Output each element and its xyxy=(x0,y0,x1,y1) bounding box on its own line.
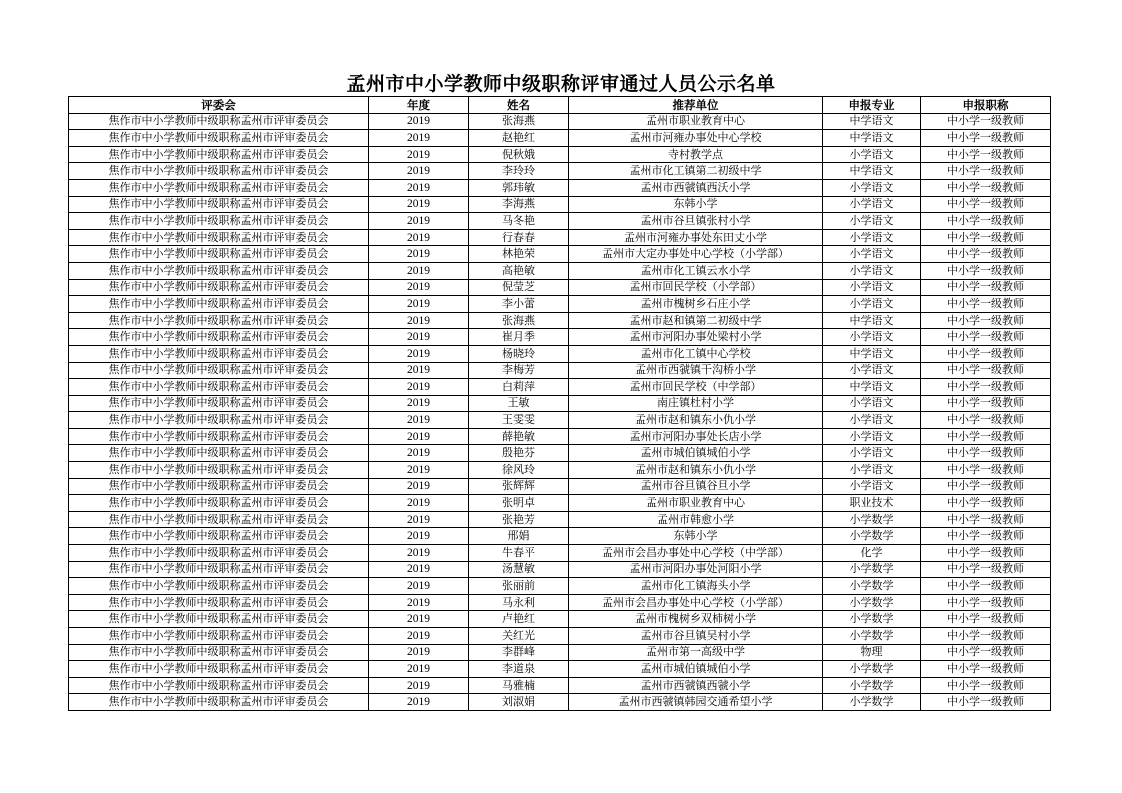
table-row xyxy=(69,661,1051,678)
cell-recommending-unit: 孟州市西虢镇干沟桥小学 xyxy=(569,362,823,379)
table-row xyxy=(69,262,1051,279)
cell-year: 2019 xyxy=(369,545,469,562)
cell-title-rank: 中小学一级教师 xyxy=(921,677,1051,694)
cell-committee: 焦作市中小学教师中级职称孟州市评审委员会 xyxy=(69,163,369,180)
cell-year: 2019 xyxy=(369,246,469,263)
table-row xyxy=(69,395,1051,412)
cell-name: 张海燕 xyxy=(469,113,569,130)
cell-title-rank: 中小学一级教师 xyxy=(921,611,1051,628)
cell-name: 邢娟 xyxy=(469,528,569,545)
table-header-row xyxy=(69,97,1051,114)
cell-year: 2019 xyxy=(369,594,469,611)
cell-name: 赵艳红 xyxy=(469,130,569,147)
cell-recommending-unit: 孟州市城伯镇城伯小学 xyxy=(569,661,823,678)
cell-committee: 焦作市中小学教师中级职称孟州市评审委员会 xyxy=(69,312,369,329)
table-row xyxy=(69,229,1051,246)
cell-recommending-unit: 南庄镇杜村小学 xyxy=(569,395,823,412)
cell-name: 张海燕 xyxy=(469,312,569,329)
cell-recommending-unit: 孟州市会昌办事处中心学校（中学部） xyxy=(569,545,823,562)
cell-recommending-unit: 孟州市化工镇云水小学 xyxy=(569,262,823,279)
table-row xyxy=(69,528,1051,545)
cell-name: 刘淑娟 xyxy=(469,694,569,711)
cell-name: 李梅芳 xyxy=(469,362,569,379)
cell-subject: 小学数学 xyxy=(823,677,921,694)
cell-title-rank: 中小学一级教师 xyxy=(921,312,1051,329)
cell-name: 王雯雯 xyxy=(469,412,569,429)
cell-title-rank: 中小学一级教师 xyxy=(921,462,1051,479)
cell-subject: 小学数学 xyxy=(823,661,921,678)
cell-title-rank: 中小学一级教师 xyxy=(921,412,1051,429)
table-row xyxy=(69,279,1051,296)
roster-table xyxy=(68,96,1051,711)
cell-committee: 焦作市中小学教师中级职称孟州市评审委员会 xyxy=(69,545,369,562)
cell-name: 倪莹芝 xyxy=(469,279,569,296)
cell-committee: 焦作市中小学教师中级职称孟州市评审委员会 xyxy=(69,329,369,346)
cell-subject: 小学语文 xyxy=(823,362,921,379)
cell-year: 2019 xyxy=(369,611,469,628)
cell-title-rank: 中小学一级教师 xyxy=(921,528,1051,545)
header-committee: 评委会 xyxy=(69,97,369,114)
cell-name: 郭玮敏 xyxy=(469,179,569,196)
cell-committee: 焦作市中小学教师中级职称孟州市评审委员会 xyxy=(69,611,369,628)
cell-recommending-unit: 孟州市化工镇第二初级中学 xyxy=(569,163,823,180)
cell-subject: 化学 xyxy=(823,545,921,562)
cell-recommending-unit: 孟州市槐树乡双柿树小学 xyxy=(569,611,823,628)
cell-year: 2019 xyxy=(369,561,469,578)
cell-committee: 焦作市中小学教师中级职称孟州市评审委员会 xyxy=(69,213,369,230)
cell-recommending-unit: 孟州市赵和镇东小仇小学 xyxy=(569,412,823,429)
cell-subject: 小学数学 xyxy=(823,511,921,528)
cell-recommending-unit: 东韩小学 xyxy=(569,528,823,545)
cell-name: 徐风玲 xyxy=(469,462,569,479)
header-subject: 申报专业 xyxy=(823,97,921,114)
cell-recommending-unit: 孟州市城伯镇城伯小学 xyxy=(569,445,823,462)
cell-committee: 焦作市中小学教师中级职称孟州市评审委员会 xyxy=(69,412,369,429)
cell-title-rank: 中小学一级教师 xyxy=(921,511,1051,528)
cell-name: 杨晓玲 xyxy=(469,345,569,362)
table-row xyxy=(69,694,1051,711)
cell-year: 2019 xyxy=(369,279,469,296)
cell-title-rank: 中小学一级教师 xyxy=(921,113,1051,130)
table-row xyxy=(69,113,1051,130)
cell-name: 张丽前 xyxy=(469,578,569,595)
cell-title-rank: 中小学一级教师 xyxy=(921,296,1051,313)
cell-subject: 小学语文 xyxy=(823,262,921,279)
cell-name: 王敏 xyxy=(469,395,569,412)
cell-title-rank: 中小学一级教师 xyxy=(921,345,1051,362)
cell-committee: 焦作市中小学教师中级职称孟州市评审委员会 xyxy=(69,478,369,495)
cell-year: 2019 xyxy=(369,495,469,512)
cell-committee: 焦作市中小学教师中级职称孟州市评审委员会 xyxy=(69,694,369,711)
cell-committee: 焦作市中小学教师中级职称孟州市评审委员会 xyxy=(69,262,369,279)
cell-name: 卢艳红 xyxy=(469,611,569,628)
table-row xyxy=(69,578,1051,595)
cell-name: 高艳敏 xyxy=(469,262,569,279)
table-row xyxy=(69,213,1051,230)
cell-title-rank: 中小学一级教师 xyxy=(921,478,1051,495)
cell-subject: 小学语文 xyxy=(823,196,921,213)
cell-subject: 中学语文 xyxy=(823,379,921,396)
cell-recommending-unit: 孟州市谷旦镇张村小学 xyxy=(569,213,823,230)
cell-recommending-unit: 孟州市谷旦镇谷旦小学 xyxy=(569,478,823,495)
cell-committee: 焦作市中小学教师中级职称孟州市评审委员会 xyxy=(69,395,369,412)
cell-year: 2019 xyxy=(369,379,469,396)
table-row xyxy=(69,329,1051,346)
cell-title-rank: 中小学一级教师 xyxy=(921,279,1051,296)
cell-year: 2019 xyxy=(369,196,469,213)
table-row xyxy=(69,545,1051,562)
cell-committee: 焦作市中小学教师中级职称孟州市评审委员会 xyxy=(69,561,369,578)
cell-committee: 焦作市中小学教师中级职称孟州市评审委员会 xyxy=(69,594,369,611)
table-row xyxy=(69,412,1051,429)
table-row xyxy=(69,179,1051,196)
cell-subject: 小学数学 xyxy=(823,611,921,628)
cell-name: 牛春平 xyxy=(469,545,569,562)
table-row xyxy=(69,379,1051,396)
cell-subject: 小学数学 xyxy=(823,578,921,595)
cell-committee: 焦作市中小学教师中级职称孟州市评审委员会 xyxy=(69,296,369,313)
table-row xyxy=(69,561,1051,578)
cell-recommending-unit: 孟州市回民学校（小学部） xyxy=(569,279,823,296)
cell-title-rank: 中小学一级教师 xyxy=(921,644,1051,661)
cell-title-rank: 中小学一级教师 xyxy=(921,395,1051,412)
cell-committee: 焦作市中小学教师中级职称孟州市评审委员会 xyxy=(69,130,369,147)
cell-year: 2019 xyxy=(369,163,469,180)
cell-title-rank: 中小学一级教师 xyxy=(921,495,1051,512)
table-row xyxy=(69,130,1051,147)
table-row xyxy=(69,246,1051,263)
cell-title-rank: 中小学一级教师 xyxy=(921,229,1051,246)
cell-committee: 焦作市中小学教师中级职称孟州市评审委员会 xyxy=(69,179,369,196)
table-row xyxy=(69,428,1051,445)
cell-recommending-unit: 孟州市大定办事处中心学校（小学部） xyxy=(569,246,823,263)
table-row xyxy=(69,628,1051,645)
cell-year: 2019 xyxy=(369,661,469,678)
cell-subject: 小学语文 xyxy=(823,229,921,246)
cell-subject: 小学数学 xyxy=(823,528,921,545)
cell-subject: 小学语文 xyxy=(823,279,921,296)
header-year: 年度 xyxy=(369,97,469,114)
cell-subject: 小学语文 xyxy=(823,445,921,462)
cell-subject: 中学语文 xyxy=(823,113,921,130)
cell-recommending-unit: 孟州市第一高级中学 xyxy=(569,644,823,661)
cell-name: 李群峰 xyxy=(469,644,569,661)
cell-recommending-unit: 孟州市化工镇海头小学 xyxy=(569,578,823,595)
cell-year: 2019 xyxy=(369,179,469,196)
table-row xyxy=(69,594,1051,611)
cell-year: 2019 xyxy=(369,478,469,495)
cell-recommending-unit: 孟州市职业教育中心 xyxy=(569,495,823,512)
cell-title-rank: 中小学一级教师 xyxy=(921,362,1051,379)
cell-name: 薛艳敏 xyxy=(469,428,569,445)
cell-recommending-unit: 孟州市槐树乡石庄小学 xyxy=(569,296,823,313)
cell-name: 倪秋娥 xyxy=(469,146,569,163)
document-title: 孟州市中小学教师中级职称评审通过人员公示名单 xyxy=(346,73,776,95)
cell-year: 2019 xyxy=(369,412,469,429)
cell-recommending-unit: 孟州市西虢镇韩园交通希望小学 xyxy=(569,694,823,711)
cell-year: 2019 xyxy=(369,511,469,528)
cell-title-rank: 中小学一级教师 xyxy=(921,213,1051,230)
cell-title-rank: 中小学一级教师 xyxy=(921,694,1051,711)
cell-title-rank: 中小学一级教师 xyxy=(921,428,1051,445)
cell-committee: 焦作市中小学教师中级职称孟州市评审委员会 xyxy=(69,528,369,545)
table-row xyxy=(69,462,1051,479)
cell-committee: 焦作市中小学教师中级职称孟州市评审委员会 xyxy=(69,196,369,213)
cell-subject: 小学语文 xyxy=(823,213,921,230)
cell-committee: 焦作市中小学教师中级职称孟州市评审委员会 xyxy=(69,661,369,678)
cell-name: 行春春 xyxy=(469,229,569,246)
cell-name: 李玲玲 xyxy=(469,163,569,180)
cell-title-rank: 中小学一级教师 xyxy=(921,379,1051,396)
table-row xyxy=(69,611,1051,628)
header-name: 姓名 xyxy=(469,97,569,114)
cell-subject: 小学数学 xyxy=(823,694,921,711)
cell-committee: 焦作市中小学教师中级职称孟州市评审委员会 xyxy=(69,113,369,130)
cell-subject: 中学语文 xyxy=(823,163,921,180)
cell-name: 林艳荣 xyxy=(469,246,569,263)
cell-name: 白莉萍 xyxy=(469,379,569,396)
cell-subject: 物理 xyxy=(823,644,921,661)
cell-recommending-unit: 孟州市赵和镇第二初级中学 xyxy=(569,312,823,329)
cell-subject: 小学语文 xyxy=(823,478,921,495)
cell-recommending-unit: 孟州市回民学校（中学部） xyxy=(569,379,823,396)
table-row xyxy=(69,677,1051,694)
cell-year: 2019 xyxy=(369,312,469,329)
cell-committee: 焦作市中小学教师中级职称孟州市评审委员会 xyxy=(69,246,369,263)
cell-year: 2019 xyxy=(369,694,469,711)
cell-name: 殷艳芬 xyxy=(469,445,569,462)
table-row xyxy=(69,312,1051,329)
cell-subject: 职业技术 xyxy=(823,495,921,512)
table-row xyxy=(69,196,1051,213)
cell-name: 张辉辉 xyxy=(469,478,569,495)
cell-recommending-unit: 孟州市职业教育中心 xyxy=(569,113,823,130)
cell-year: 2019 xyxy=(369,262,469,279)
table-row xyxy=(69,163,1051,180)
cell-committee: 焦作市中小学教师中级职称孟州市评审委员会 xyxy=(69,229,369,246)
cell-name: 李海燕 xyxy=(469,196,569,213)
cell-subject: 小学语文 xyxy=(823,395,921,412)
header-recommending-unit: 推荐单位 xyxy=(569,97,823,114)
cell-name: 张明卓 xyxy=(469,495,569,512)
cell-year: 2019 xyxy=(369,644,469,661)
cell-subject: 中学语文 xyxy=(823,130,921,147)
cell-recommending-unit: 孟州市西虢镇西虢小学 xyxy=(569,677,823,694)
cell-title-rank: 中小学一级教师 xyxy=(921,661,1051,678)
table-row xyxy=(69,644,1051,661)
table-row xyxy=(69,146,1051,163)
table-row xyxy=(69,511,1051,528)
cell-recommending-unit: 孟州市河阳办事处河阳小学 xyxy=(569,561,823,578)
cell-year: 2019 xyxy=(369,578,469,595)
cell-year: 2019 xyxy=(369,462,469,479)
cell-title-rank: 中小学一级教师 xyxy=(921,146,1051,163)
cell-title-rank: 中小学一级教师 xyxy=(921,561,1051,578)
cell-committee: 焦作市中小学教师中级职称孟州市评审委员会 xyxy=(69,644,369,661)
cell-year: 2019 xyxy=(369,628,469,645)
cell-year: 2019 xyxy=(369,428,469,445)
cell-committee: 焦作市中小学教师中级职称孟州市评审委员会 xyxy=(69,279,369,296)
table-row xyxy=(69,495,1051,512)
cell-year: 2019 xyxy=(369,113,469,130)
cell-year: 2019 xyxy=(369,146,469,163)
cell-subject: 小学数学 xyxy=(823,594,921,611)
cell-name: 李小蕾 xyxy=(469,296,569,313)
cell-recommending-unit: 孟州市赵和镇东小仇小学 xyxy=(569,462,823,479)
cell-year: 2019 xyxy=(369,395,469,412)
cell-recommending-unit: 孟州市西虢镇西沃小学 xyxy=(569,179,823,196)
cell-committee: 焦作市中小学教师中级职称孟州市评审委员会 xyxy=(69,628,369,645)
cell-committee: 焦作市中小学教师中级职称孟州市评审委员会 xyxy=(69,462,369,479)
cell-subject: 小学语文 xyxy=(823,462,921,479)
cell-year: 2019 xyxy=(369,528,469,545)
cell-year: 2019 xyxy=(369,130,469,147)
cell-recommending-unit: 孟州市谷旦镇吴村小学 xyxy=(569,628,823,645)
cell-name: 马永利 xyxy=(469,594,569,611)
cell-title-rank: 中小学一级教师 xyxy=(921,179,1051,196)
table-row xyxy=(69,445,1051,462)
cell-recommending-unit: 孟州市会昌办事处中心学校（小学部） xyxy=(569,594,823,611)
cell-recommending-unit: 东韩小学 xyxy=(569,196,823,213)
cell-recommending-unit: 孟州市河阳办事处梁村小学 xyxy=(569,329,823,346)
cell-committee: 焦作市中小学教师中级职称孟州市评审委员会 xyxy=(69,511,369,528)
cell-title-rank: 中小学一级教师 xyxy=(921,196,1051,213)
cell-title-rank: 中小学一级教师 xyxy=(921,578,1051,595)
cell-committee: 焦作市中小学教师中级职称孟州市评审委员会 xyxy=(69,345,369,362)
cell-committee: 焦作市中小学教师中级职称孟州市评审委员会 xyxy=(69,362,369,379)
cell-committee: 焦作市中小学教师中级职称孟州市评审委员会 xyxy=(69,445,369,462)
cell-name: 崔月季 xyxy=(469,329,569,346)
cell-subject: 中学语文 xyxy=(823,312,921,329)
cell-subject: 中学语文 xyxy=(823,345,921,362)
cell-name: 李道泉 xyxy=(469,661,569,678)
cell-year: 2019 xyxy=(369,229,469,246)
cell-title-rank: 中小学一级教师 xyxy=(921,594,1051,611)
header-title-rank: 申报职称 xyxy=(921,97,1051,114)
cell-subject: 小学数学 xyxy=(823,628,921,645)
cell-name: 汤慧敏 xyxy=(469,561,569,578)
table-row xyxy=(69,345,1051,362)
cell-subject: 小学语文 xyxy=(823,428,921,445)
cell-title-rank: 中小学一级教师 xyxy=(921,130,1051,147)
cell-name: 马冬艳 xyxy=(469,213,569,230)
cell-recommending-unit: 孟州市化工镇中心学校 xyxy=(569,345,823,362)
cell-year: 2019 xyxy=(369,296,469,313)
cell-name: 关红光 xyxy=(469,628,569,645)
cell-subject: 小学语文 xyxy=(823,412,921,429)
cell-name: 张艳芳 xyxy=(469,511,569,528)
cell-title-rank: 中小学一级教师 xyxy=(921,163,1051,180)
cell-recommending-unit: 孟州市韩愈小学 xyxy=(569,511,823,528)
cell-title-rank: 中小学一级教师 xyxy=(921,262,1051,279)
cell-year: 2019 xyxy=(369,677,469,694)
cell-subject: 小学语文 xyxy=(823,146,921,163)
cell-name: 马雅楠 xyxy=(469,677,569,694)
cell-year: 2019 xyxy=(369,345,469,362)
cell-title-rank: 中小学一级教师 xyxy=(921,329,1051,346)
cell-committee: 焦作市中小学教师中级职称孟州市评审委员会 xyxy=(69,146,369,163)
cell-committee: 焦作市中小学教师中级职称孟州市评审委员会 xyxy=(69,578,369,595)
table-row xyxy=(69,478,1051,495)
cell-title-rank: 中小学一级教师 xyxy=(921,545,1051,562)
cell-title-rank: 中小学一级教师 xyxy=(921,246,1051,263)
table-row xyxy=(69,362,1051,379)
cell-recommending-unit: 寺村教学点 xyxy=(569,146,823,163)
table-row xyxy=(69,296,1051,313)
cell-year: 2019 xyxy=(369,362,469,379)
cell-year: 2019 xyxy=(369,329,469,346)
cell-committee: 焦作市中小学教师中级职称孟州市评审委员会 xyxy=(69,495,369,512)
cell-subject: 小学语文 xyxy=(823,179,921,196)
cell-subject: 小学语文 xyxy=(823,246,921,263)
cell-year: 2019 xyxy=(369,213,469,230)
cell-subject: 小学语文 xyxy=(823,296,921,313)
cell-year: 2019 xyxy=(369,445,469,462)
cell-recommending-unit: 孟州市河雍办事处东田丈小学 xyxy=(569,229,823,246)
cell-title-rank: 中小学一级教师 xyxy=(921,445,1051,462)
cell-committee: 焦作市中小学教师中级职称孟州市评审委员会 xyxy=(69,379,369,396)
cell-title-rank: 中小学一级教师 xyxy=(921,628,1051,645)
cell-recommending-unit: 孟州市河雍办事处中心学校 xyxy=(569,130,823,147)
cell-recommending-unit: 孟州市河阳办事处长店小学 xyxy=(569,428,823,445)
cell-subject: 小学数学 xyxy=(823,561,921,578)
cell-subject: 小学语文 xyxy=(823,329,921,346)
cell-committee: 焦作市中小学教师中级职称孟州市评审委员会 xyxy=(69,428,369,445)
table-body xyxy=(69,113,1051,710)
cell-committee: 焦作市中小学教师中级职称孟州市评审委员会 xyxy=(69,677,369,694)
